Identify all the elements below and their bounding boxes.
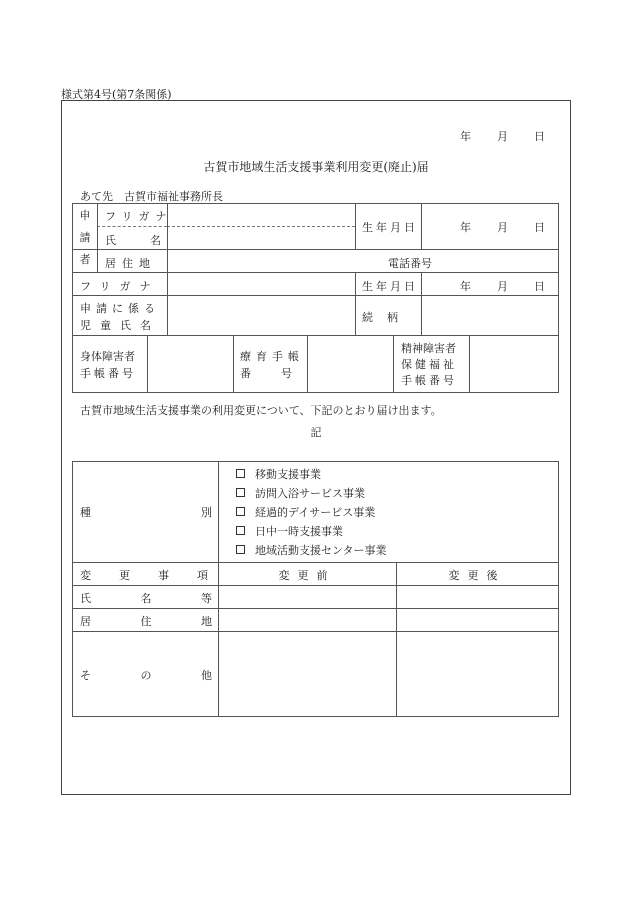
name-char-1: 氏 — [105, 234, 116, 247]
statement: 古賀市地域生活支援事業の利用変更について、下記のとおり届け出ます。 — [80, 404, 442, 417]
row-label-address — [80, 613, 212, 629]
applicant-address-label: 居住地 — [105, 257, 156, 270]
row-char: 等 — [201, 592, 212, 605]
row-char: そ — [80, 669, 91, 682]
row-label-other — [80, 667, 212, 683]
ryoiku-handbook-label-1: 療育手帳 — [240, 350, 304, 363]
header-after: 変更後 — [448, 569, 506, 582]
row-char: 氏 — [80, 592, 91, 605]
service-option[interactable] — [236, 464, 387, 483]
mental-handbook-label-2: 保健福祉 — [401, 358, 457, 371]
checkbox-icon[interactable] — [236, 526, 245, 535]
child-furigana-field[interactable] — [167, 273, 355, 294]
date-day: 日 — [534, 130, 545, 143]
addressee: あて先 古賀市福祉事務所長 — [80, 190, 223, 203]
other-before-field[interactable] — [219, 632, 396, 715]
checkbox-icon[interactable] — [236, 545, 245, 554]
row-char: 住 — [140, 615, 152, 628]
service-option-label: 訪問入浴サービス事業 — [255, 486, 365, 500]
address-after-field[interactable] — [397, 609, 558, 630]
checkbox-icon[interactable] — [236, 507, 245, 516]
child-birth-month: 月 — [497, 280, 508, 293]
service-type-char-2: 別 — [201, 506, 212, 519]
address-before-field[interactable] — [219, 609, 396, 630]
name-before-field[interactable] — [219, 586, 396, 607]
applicant-birth-day: 日 — [534, 221, 545, 234]
physical-handbook-label-1: 身体障害者 — [80, 350, 135, 363]
physical-handbook-label-2: 手帳番号 — [80, 367, 136, 380]
applicant-name-label — [105, 232, 161, 248]
name-char-2: 名 — [150, 234, 161, 247]
name-after-field[interactable] — [397, 586, 558, 607]
service-option-label: 経過的デイサービス事業 — [255, 505, 376, 519]
applicant-furigana-field[interactable] — [167, 204, 355, 225]
service-option[interactable] — [236, 521, 387, 540]
relation-label: 続柄 — [362, 311, 412, 324]
applicant-furigana-label: フリガナ — [105, 210, 173, 223]
child-birth-year: 年 — [460, 280, 471, 293]
date-year: 年 — [460, 130, 471, 143]
service-option-label: 移動支援事業 — [255, 467, 321, 481]
child-furigana-label: フリガナ — [80, 280, 160, 293]
row-char: 地 — [201, 615, 212, 628]
form-title: 古賀市地域生活支援事業利用変更(廃止)届 — [203, 160, 429, 174]
row-char: 名 — [140, 592, 152, 605]
child-name-label-1: 申請に係る — [80, 302, 160, 315]
mental-handbook-label-3: 手帳番号 — [401, 374, 457, 387]
form-number: 様式第4号(第7条関係) — [61, 88, 172, 101]
physical-handbook-field[interactable] — [148, 336, 233, 391]
ryoiku-handbook-field[interactable] — [308, 336, 393, 391]
relation-field[interactable] — [421, 296, 558, 334]
service-option[interactable] — [236, 502, 387, 521]
applicant-address-field[interactable] — [167, 250, 387, 271]
service-option-label: 地域活動支援センター事業 — [255, 543, 387, 557]
checkbox-icon[interactable] — [236, 469, 245, 478]
header-change-item-text: 変更事項 — [80, 569, 236, 582]
checkbox-icon[interactable] — [236, 488, 245, 497]
service-type-char-1: 種 — [80, 506, 91, 519]
applicant-birth-month: 月 — [497, 221, 508, 234]
applicant-char-3: 者 — [79, 253, 91, 266]
other-after-field[interactable] — [397, 632, 558, 715]
ryoiku-handbook-label-2: 番号 — [240, 367, 322, 380]
applicant-char-1: 申 — [79, 209, 91, 222]
applicant-phone-label: 電話番号 — [388, 257, 432, 270]
child-name-field[interactable] — [167, 296, 355, 334]
row-char: の — [140, 669, 152, 682]
child-name-label-2: 児童氏名 — [80, 319, 160, 332]
ki-heading: 記 — [310, 426, 322, 439]
applicant-birth-year: 年 — [460, 221, 471, 234]
row-label-name — [80, 590, 212, 606]
header-before: 変更前 — [278, 569, 336, 582]
child-birth-day: 日 — [534, 280, 545, 293]
child-birth-label: 生年月日 — [362, 280, 418, 293]
mental-handbook-field[interactable] — [470, 336, 558, 391]
date-month: 月 — [497, 130, 508, 143]
service-option[interactable] — [236, 483, 387, 502]
row-char: 居 — [80, 615, 91, 628]
applicant-group-label — [72, 207, 98, 267]
service-option[interactable] — [236, 540, 387, 559]
service-type-label — [80, 504, 212, 520]
applicant-birth-label: 生年月日 — [362, 221, 418, 234]
service-options — [236, 464, 387, 559]
applicant-name-field[interactable] — [167, 227, 355, 248]
applicant-char-2: 請 — [79, 231, 91, 244]
service-option-label: 日中一時支援事業 — [255, 524, 343, 538]
row-char: 他 — [201, 669, 212, 682]
mental-handbook-label-1: 精神障害者 — [401, 342, 456, 355]
